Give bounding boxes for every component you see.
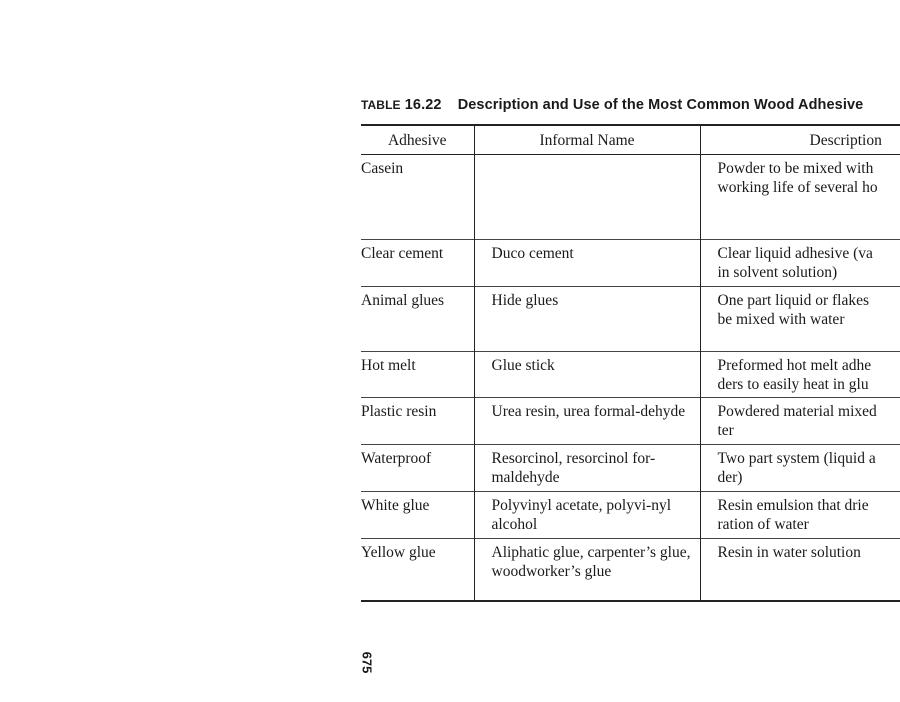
column-header-informal-name: Informal Name (474, 125, 700, 155)
description-line: ders to easily heat in glu (717, 376, 869, 393)
informal-name-cell: Resorcinol, resorcinol for-maldehyde (474, 445, 700, 492)
table-label: TABLE (361, 98, 401, 112)
description-cell (700, 287, 900, 352)
description-cell (700, 352, 900, 398)
table-caption (361, 97, 863, 113)
informal-name-cell: Urea resin, urea formal-dehyde (474, 398, 700, 445)
description-line: Preformed hot melt adhe (717, 357, 872, 374)
description-cell (700, 398, 900, 445)
table-row (361, 539, 900, 601)
adhesive-cell: Yellow glue (361, 544, 436, 561)
adhesive-cell: Waterproof (361, 450, 432, 467)
table-row (361, 240, 900, 287)
description-cell (700, 155, 900, 240)
description-line: Resin in water solution (717, 544, 861, 561)
table-number: 16.22 (404, 97, 442, 113)
description-line: One part liquid or flakes (717, 292, 870, 309)
informal-name-cell: Aliphatic glue, carpenter’s glue, woodworker’s glue (474, 539, 700, 601)
description-line: in solvent solution) (717, 264, 838, 281)
table-header-row (361, 125, 900, 155)
informal-name-cell (474, 155, 700, 240)
description-line: ration of water (717, 516, 809, 533)
table-row (361, 352, 900, 398)
description-cell (700, 240, 900, 287)
page-number: 675 (359, 651, 375, 674)
description-line: Two part system (liquid a (717, 450, 876, 467)
informal-name-cell: Hide glues (474, 287, 700, 352)
table-row (361, 398, 900, 445)
column-header-adhesive: Adhesive (387, 131, 447, 149)
adhesive-table (361, 124, 900, 602)
table-container (361, 124, 900, 608)
table-row (361, 155, 900, 240)
adhesive-cell: White glue (361, 497, 430, 514)
informal-name-cell: Duco cement (474, 240, 700, 287)
description-line: Resin emulsion that drie (717, 497, 869, 514)
description-cell (700, 539, 900, 601)
table-row (361, 287, 900, 352)
adhesive-cell: Clear cement (361, 245, 444, 262)
column-header-description: Description (700, 125, 900, 155)
description-line: ter (717, 422, 734, 439)
description-cell (700, 492, 900, 539)
description-line: Clear liquid adhesive (va (717, 245, 873, 262)
description-line: der) (717, 469, 743, 486)
informal-name-cell: Polyvinyl acetate, polyvi-nyl alcohol (474, 492, 700, 539)
adhesive-cell: Plastic resin (361, 403, 437, 420)
description-line: be mixed with water (717, 311, 845, 328)
table-row (361, 445, 900, 492)
description-line: Powder to be mixed with (717, 160, 874, 177)
adhesive-cell: Animal glues (361, 292, 445, 309)
table-row (361, 492, 900, 539)
table-title: Description and Use of the Most Common Wood Adhesive (457, 97, 864, 113)
informal-name-cell: Glue stick (474, 352, 700, 398)
adhesive-cell: Casein (361, 160, 404, 177)
description-line: Powdered material mixed (717, 403, 877, 420)
description-line: working life of several ho (717, 179, 878, 196)
description-cell (700, 445, 900, 492)
adhesive-cell: Hot melt (361, 357, 416, 374)
